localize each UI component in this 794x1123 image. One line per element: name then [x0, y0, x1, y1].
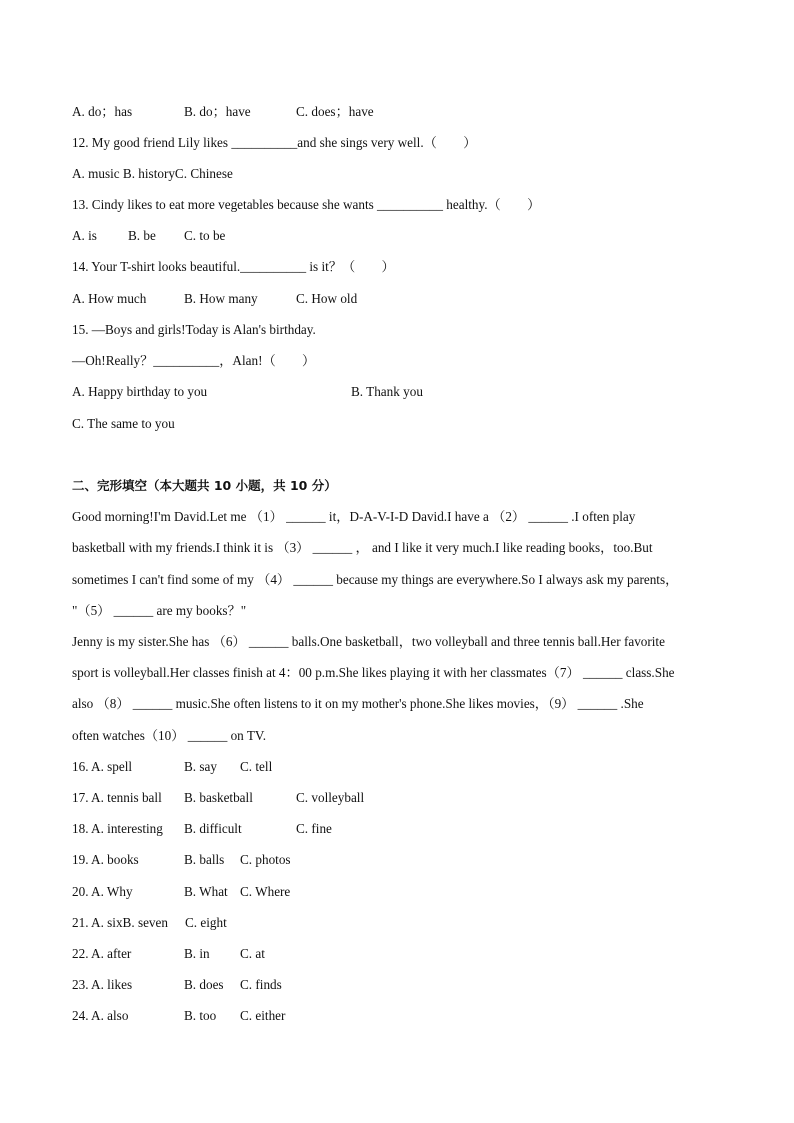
question-row: [72, 976, 282, 994]
option-c: C. eight: [185, 915, 227, 930]
option-b: B. basketball: [184, 790, 253, 805]
q14-options: [72, 290, 358, 308]
passage-line: often watches（10） ______ on TV.: [72, 728, 267, 743]
q12-options: A. music B. historyC. Chinese: [72, 166, 233, 181]
q14-option-b: B. How many: [184, 291, 258, 306]
q15-option-b: B. Thank you: [351, 384, 423, 399]
option-b: B. too: [184, 1008, 217, 1023]
option-a: 22. A. after: [72, 946, 132, 961]
q11-option-c: C. does；have: [296, 104, 374, 119]
q11-option-a: A. do；has: [72, 104, 133, 119]
option-a: 24. A. also: [72, 1008, 129, 1023]
q12-stem: 12. My good friend Lily likes __________and she sings very well.（ ）: [72, 135, 477, 150]
q15-option-a: A. Happy birthday to you: [72, 384, 208, 399]
passage-line: also （8） ______ music.She often listens to it on my mother's phone.She likes movies，（9） ______ .She: [72, 696, 644, 711]
q13-options: [72, 227, 226, 245]
q11-option-b: B. do；have: [184, 104, 251, 119]
passage-line: sometimes I can't find some of my （4） ______ because my things are everywhere.So I always ask my parents，: [72, 572, 679, 587]
q14-stem: 14. Your T-shirt looks beautiful.__________ is it？（ ）: [72, 259, 395, 274]
q13-option-a: A. is: [72, 228, 97, 243]
option-c: C. tell: [240, 759, 273, 774]
q13-option-b: B. be: [128, 228, 156, 243]
option-c: C. fine: [296, 821, 332, 836]
question-row: [72, 1007, 286, 1025]
option-c: C. Where: [240, 884, 291, 899]
option-b: B. balls: [184, 852, 225, 867]
option-a: 20. A. Why: [72, 884, 133, 899]
option-c: C. volleyball: [296, 790, 365, 805]
q11-options: [72, 103, 374, 121]
q15-options-ab: [72, 383, 423, 401]
option-c: C. photos: [240, 852, 291, 867]
option-c: C. finds: [240, 977, 282, 992]
option-a: 18. A. interesting: [72, 821, 163, 836]
q14-option-c: C. How old: [296, 291, 358, 306]
option-a: 17. A. tennis ball: [72, 790, 162, 805]
question-row: [72, 789, 365, 807]
q13-option-c: C. to be: [184, 228, 226, 243]
option-b: B. difficult: [184, 821, 242, 836]
passage-line: Jenny is my sister.She has （6） ______ balls.One basketball，two volleyball and three tennis ball.Her favorite: [72, 634, 665, 649]
q15-stem-line2: —Oh!Really？__________，Alan!（ ）: [72, 353, 316, 368]
option-b: B. in: [184, 946, 210, 961]
passage-line: Good morning!I'm David.Let me （1） ______ it，D-A-V-I-D David.I have a （2） ______ .I often play: [72, 509, 636, 524]
option-c: C. at: [240, 946, 265, 961]
passage-line: basketball with my friends.I think it is （3） ______ ， and I like it very much.I like reading books，too.But: [72, 540, 653, 555]
option-b: B. say: [184, 759, 217, 774]
question-row: [72, 851, 291, 869]
question-row: [72, 883, 291, 901]
q15-stem-line1: 15. —Boys and girls!Today is Alan's birthday.: [72, 322, 316, 337]
passage-line: sport is volleyball.Her classes finish at 4：00 p.m.She likes playing it with her classmates（7） ______ class.She: [72, 665, 675, 680]
question-row: [72, 945, 265, 963]
option-a: 16. A. spell: [72, 759, 133, 774]
question-row: [72, 758, 273, 776]
option-a: 19. A. books: [72, 852, 139, 867]
q14-option-a: A. How much: [72, 291, 147, 306]
q15-option-c: C. The same to you: [72, 416, 175, 431]
q13-stem: 13. Cindy likes to eat more vegetables because she wants __________ healthy.（ ）: [72, 197, 541, 212]
option-a: 21. A. sixB. seven: [72, 915, 168, 930]
option-c: C. either: [240, 1008, 286, 1023]
option-b: B. does: [184, 977, 224, 992]
option-b: B. What: [184, 884, 228, 899]
question-row: [72, 820, 332, 838]
question-row: [72, 914, 227, 932]
option-a: 23. A. likes: [72, 977, 133, 992]
section-title: 二、完形填空（本大题共 10 小题，共 10 分）: [72, 478, 337, 493]
passage-line: "（5） ______ are my books？": [72, 603, 247, 618]
